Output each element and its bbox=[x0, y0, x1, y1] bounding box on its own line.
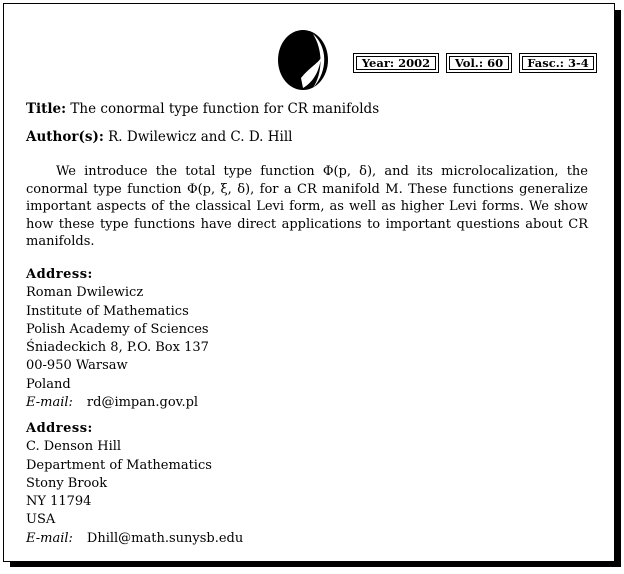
address-line: C. Denson Hill bbox=[26, 439, 122, 455]
frame-shadow-right bbox=[615, 10, 621, 567]
address-block-1 bbox=[26, 266, 209, 412]
address-label: Address: bbox=[26, 267, 93, 282]
address-line: Institute of Mathematics bbox=[26, 303, 189, 319]
address-line: NY 11794 bbox=[26, 494, 92, 510]
email-row bbox=[26, 530, 243, 548]
paper-title-line bbox=[26, 100, 379, 118]
address-line: Roman Dwilewicz bbox=[26, 285, 144, 301]
title-label: Title: bbox=[26, 101, 67, 117]
address-line: Stony Brook bbox=[26, 475, 108, 491]
authors-line bbox=[26, 128, 292, 146]
authors: R. Dwilewicz and C. D. Hill bbox=[108, 129, 293, 145]
email-address[interactable]: Dhill@math.sunysb.edu bbox=[86, 530, 244, 546]
moon-logo-icon bbox=[275, 28, 331, 92]
address-line: USA bbox=[26, 512, 56, 528]
address-line: Department of Mathematics bbox=[26, 457, 212, 473]
year-badge: Year: 2002 bbox=[353, 53, 439, 73]
authors-label: Author(s): bbox=[26, 129, 104, 145]
address-line: 00-950 Warsaw bbox=[26, 358, 128, 374]
volume-badge: Vol.: 60 bbox=[446, 53, 512, 73]
email-address[interactable]: rd@impan.gov.pl bbox=[86, 395, 199, 411]
abstract: We introduce the total type function Φ(p, δ), and its microlocalization, the conormal type function Φ(p, ξ, δ), for a CR manifold M. These functions generalize important aspects of the classical Levi form, as well as higher Levi forms. We show how these type functions have direct applications to important questions about CR manifolds. bbox=[26, 164, 588, 250]
fascicle-badge: Fasc.: 3-4 bbox=[519, 53, 597, 73]
address-line: Polish Academy of Sciences bbox=[26, 321, 209, 337]
paper-title: The conormal type function for CR manifolds bbox=[70, 101, 380, 117]
address-label: Address: bbox=[26, 421, 93, 436]
email-label: E-mail: bbox=[26, 530, 73, 546]
address-line: Śniadeckich 8, P.O. Box 137 bbox=[26, 340, 209, 356]
email-row bbox=[26, 394, 209, 412]
address-block-2 bbox=[26, 420, 243, 548]
email-label: E-mail: bbox=[26, 395, 73, 411]
address-line: Poland bbox=[26, 376, 71, 392]
